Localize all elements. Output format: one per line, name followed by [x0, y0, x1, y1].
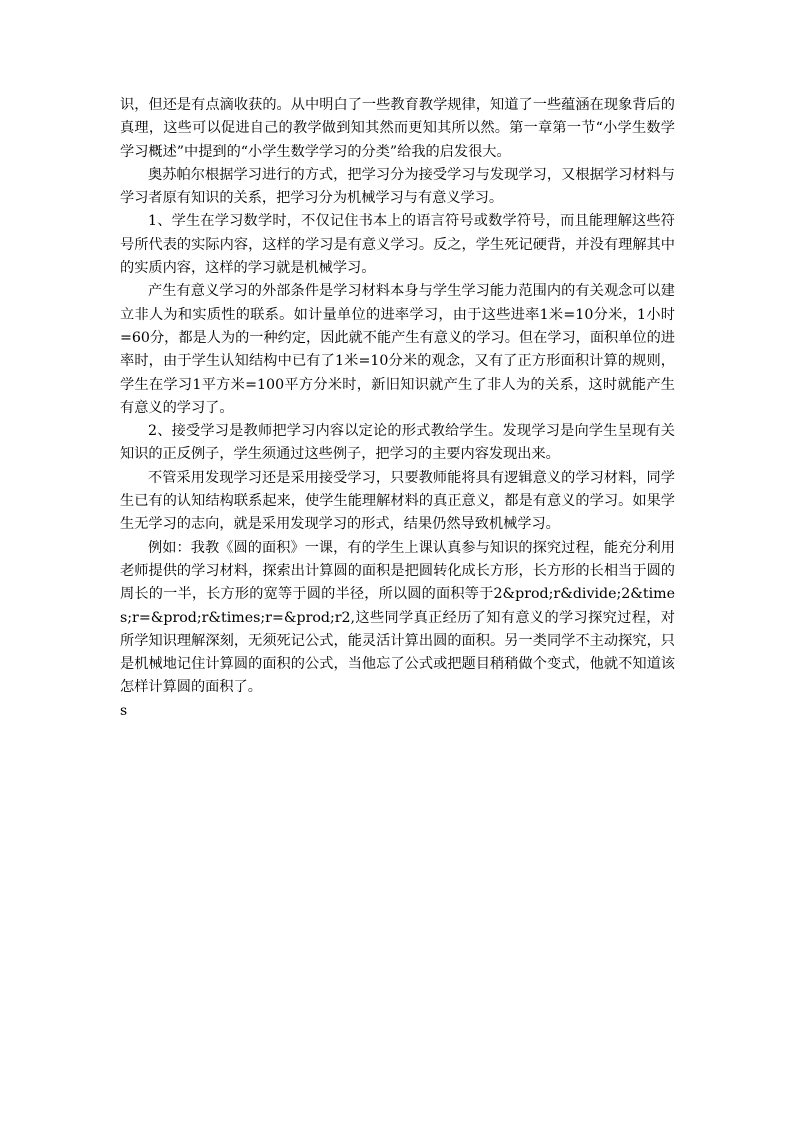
paragraph-6: 不管采用发现学习还是采用接受学习，只要教师能将具有逻辑意义的学习材料，同学生已有的认知结构联系起来，使学生能理解材料的真正意义，都是有意义的学习。如果学生无学习的志向，就是采用发现学习的形式，结果仍然导致机械学习。: [120, 469, 675, 533]
paragraph-1: 识，但还是有点滴收获的。从中明白了一些教育教学规律，知道了一些蕴涵在现象背后的真理，这些可以促进自己的教学做到知其然而更知其所以然。第一章第一节“小学生数学学习概述”中提到的“小学生数学学习的分类”给我的启发很大。: [120, 97, 675, 160]
paragraph-4: 产生有意义学习的外部条件是学习材料本身与学生学习能力范围内的有关观念可以建立非人为和实质性的联系。如计量单位的进率学习，由于这些进率1米=10分米，1小时=60分，都是人为的一种约定，因此就不能产生有意义的学习。但在学习，面积单位的进率时，由于学生认知结构中已有了1米=10分米的观念，又有了正方形面积计算的规则，学生在学习1平方米=100平方分米时，新旧知识就产生了非人为的关系，这时就能产生有意义的学习了。: [120, 283, 675, 416]
trailing-mark: s: [120, 702, 128, 719]
paragraph-7: 例如：我教《圆的面积》一课，有的学生上课认真参与知识的探究过程，能充分利用老师提供的学习材料，探索出计算圆的面积是把圆转化成长方形，长方形的长相当于圆的周长的一半，长方形的宽等于圆的半径，所以圆的面积等于2&prod;r&divide;2&times;r=&prod;r&times;r=&prod;r2,这些同学真正经历了知有意义的学习探究过程，对所学知识理解深刻，无须死记公式，能灵活计算出圆的面积。另一类同学不主动探究，只是机械地记住计算圆的面积的公式，当他忘了公式或把题目稍稍做个变式，他就不知道该怎样计算圆的面积了。: [120, 539, 675, 696]
document-body: [120, 94, 675, 723]
paragraph-2: 奥苏帕尔根据学习进行的方式，把学习分为接受学习与发现学习，又根据学习材料与学习者原有知识的关系，把学习分为机械学习与有意义学习。: [120, 166, 675, 207]
paragraph-5: 2、接受学习是教师把学习内容以定论的形式教给学生。发现学习是向学生呈现有关知识的正反例子，学生须通过这些例子，把学习的主要内容发现出来。: [120, 423, 675, 463]
paragraph-3: 1、学生在学习数学时，不仅记住书本上的语言符号或数学符号，而且能理解这些符号所代表的实际内容，这样的学习是有意义学习。反之，学生死记硬背，并没有理解其中的实质内容，这样的学习就是机械学习。: [120, 213, 675, 277]
